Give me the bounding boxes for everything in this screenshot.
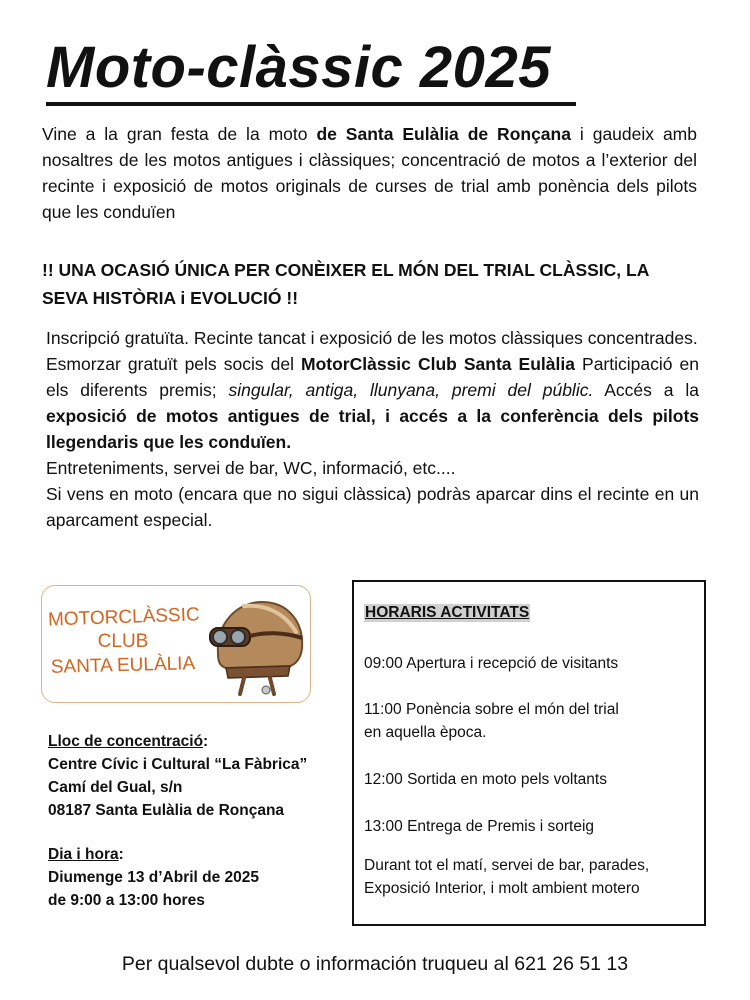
logo-text bbox=[48, 606, 198, 678]
venue-street: Camí del Gual, s/n bbox=[48, 779, 183, 796]
logo-line-3: SANTA EULÀLIA bbox=[50, 653, 196, 678]
intro-text-2: i gaudeix amb nosaltres de les motos antigues i clàssiques; concentració de motos a l’exterior del recinte i exposició de motos originals de curses de trial amb ponència dels pilots que les conduïen bbox=[42, 124, 697, 222]
poster-title: Moto-clàssic 2025 bbox=[46, 35, 551, 100]
logo-line-1: MOTORCLÀSSIC bbox=[47, 604, 200, 631]
helmet-icon bbox=[204, 592, 308, 698]
location-block bbox=[48, 730, 348, 822]
schedule-item: 09:00 Apertura i recepció de visitants bbox=[364, 655, 619, 672]
datetime-colon: : bbox=[118, 846, 124, 863]
access-text: Accés a la bbox=[593, 380, 699, 400]
datetime-heading: Dia i hora bbox=[48, 846, 119, 863]
club-name: MotorClàssic Club Santa Eulàlia bbox=[301, 354, 575, 374]
access-bold: exposició de motos antigues de trial, i accés a la conferència dels pilots llegendaris que les conduïen. bbox=[46, 406, 699, 452]
schedule-item: Exposició Interior, i molt ambient motero bbox=[364, 880, 640, 897]
breakfast-text: Esmorzar gratuït pels socis del bbox=[46, 354, 302, 374]
contact-footer: Per qualsevol dubte o información truqueu al 621 26 51 13 bbox=[121, 953, 629, 975]
location-heading: Lloc de concentració bbox=[48, 733, 204, 750]
venue-city: 08187 Santa Eulàlia de Ronçana bbox=[48, 802, 285, 819]
schedule-box bbox=[352, 580, 706, 926]
prizes-text: Participació en els diferents premis; bbox=[46, 354, 699, 400]
event-hours: de 9:00 a 13:00 hores bbox=[48, 892, 205, 909]
location-colon: : bbox=[203, 733, 209, 750]
venue-name: Centre Cívic i Cultural “La Fàbrica” bbox=[48, 756, 308, 773]
schedule-title: HORARIS ACTIVITATS bbox=[365, 604, 530, 621]
prizes-list: singular, antiga, llunyana, premi del públic. bbox=[228, 380, 594, 400]
location-heading-line bbox=[48, 730, 348, 753]
inscription-line: Inscripció gratuïta. Recinte tancat i exposició de les motos clàssiques concentrades. bbox=[46, 328, 698, 348]
intro-paragraph bbox=[42, 121, 697, 225]
schedule-item: Durant tot el matí, servei de bar, parades, bbox=[364, 857, 650, 874]
logo-line-2: CLUB bbox=[97, 631, 149, 652]
title-underline bbox=[46, 102, 576, 106]
schedule-item: en aquella època. bbox=[364, 724, 487, 741]
breakfast-prizes-line bbox=[46, 351, 699, 455]
entertainment-line: Entreteniments, servei de bar, WC, informació, etc.... bbox=[46, 458, 456, 478]
datetime-block bbox=[48, 843, 348, 912]
datetime-heading-line bbox=[48, 843, 348, 866]
club-logo bbox=[41, 585, 311, 703]
schedule-item: 12:00 Sortida en moto pels voltants bbox=[364, 771, 607, 788]
slogan: !! UNA OCASIÓ ÚNICA PER CONÈIXER EL MÓN DEL TRIAL CLÀSSIC, LA SEVA HISTÒRIA i EVOLUCIÓ !! bbox=[42, 260, 649, 308]
event-date: Diumenge 13 d’Abril de 2025 bbox=[48, 869, 260, 886]
details-paragraph bbox=[46, 325, 699, 533]
intro-text-1: Vine a la gran festa de la moto bbox=[42, 124, 317, 144]
schedule-item: 13:00 Entrega de Premis i sorteig bbox=[364, 818, 595, 835]
parking-line: Si vens en moto (encara que no sigui clàssica) podràs aparcar dins el recinte en un aparcament especial. bbox=[46, 484, 699, 530]
intro-town: de Santa Eulàlia de Ronçana bbox=[316, 124, 571, 144]
schedule-item: 11:00 Ponència sobre el món del trial bbox=[364, 701, 619, 718]
